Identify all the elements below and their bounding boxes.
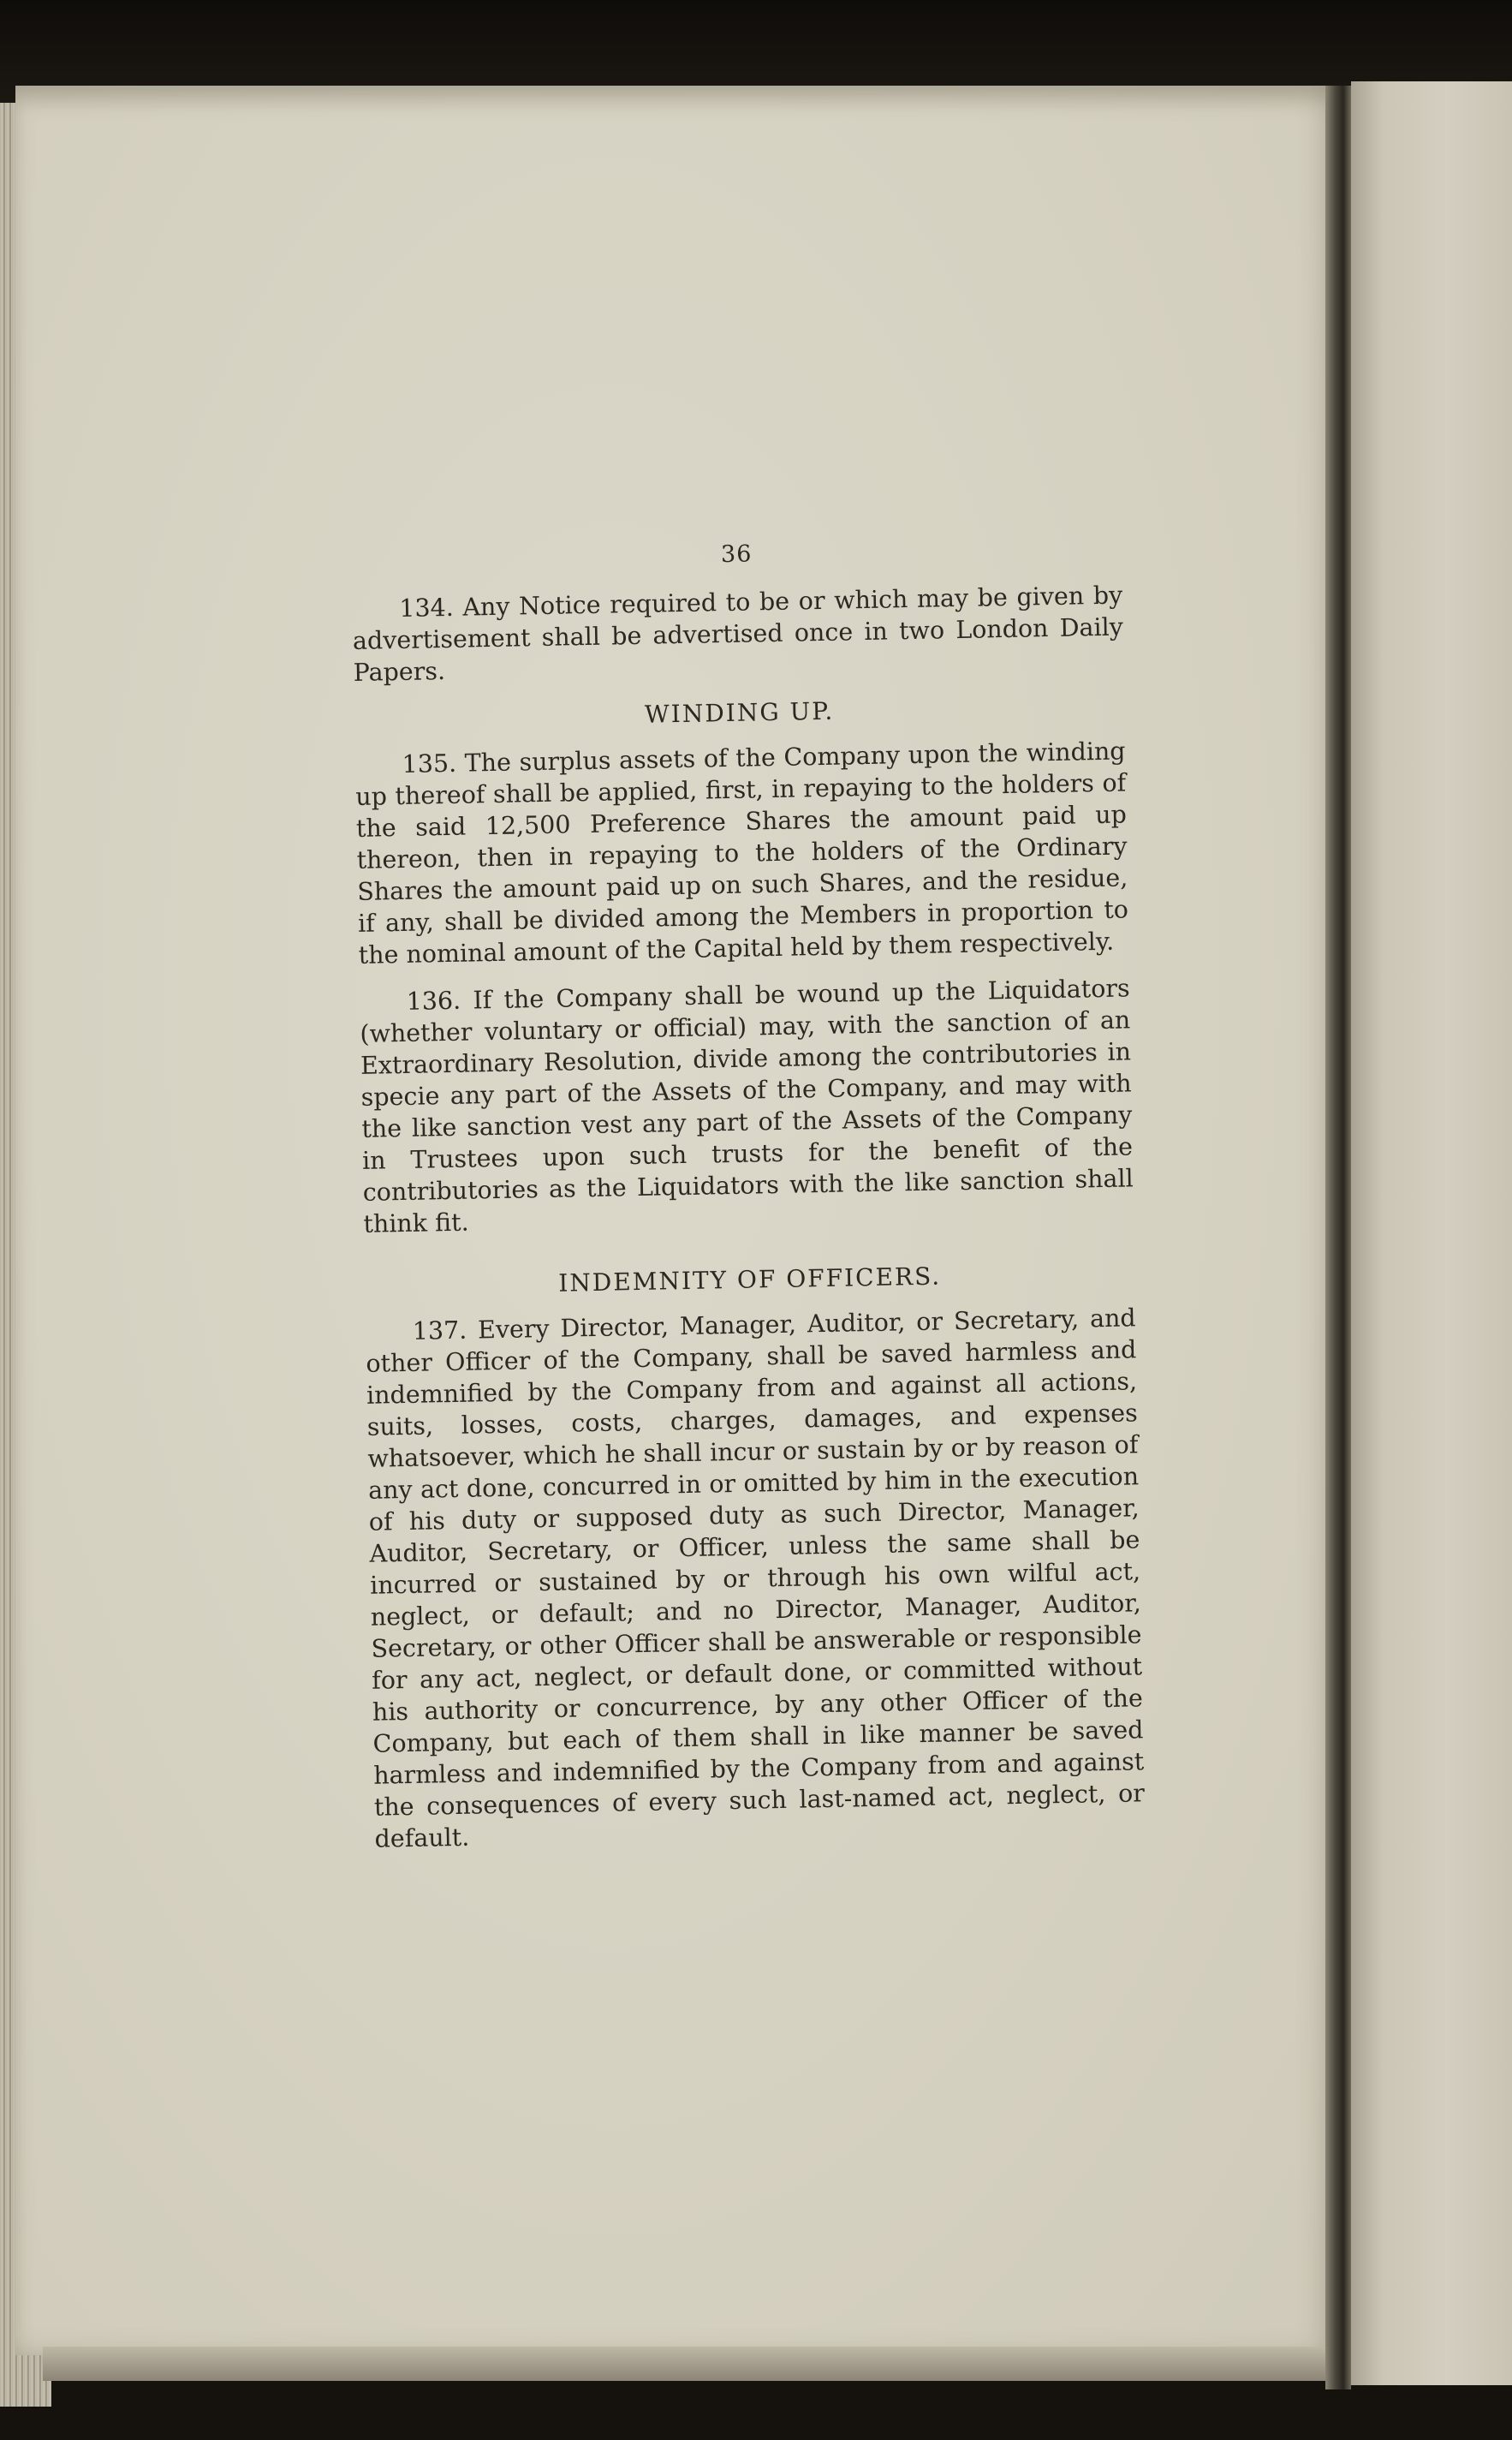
clause-135: 135. The surplus assets of the Company upon the winding up thereof shall be applied, first, in repaying to the holders of the said 12,500 Preference Shares the amount paid up thereon, then in repaying to the holders of the Ordinary Shares the amount paid up on such Shares, and the residue, if any, shall be divided among the Members in proportion to the nominal amount of the Capital held by them respectively. bbox=[355, 737, 1129, 969]
heading-winding-up: WINDING UP. bbox=[644, 696, 835, 729]
page-text bbox=[351, 534, 1146, 1855]
book-gutter bbox=[1325, 86, 1351, 2389]
page-number: 36 bbox=[720, 540, 753, 569]
clause-134: 134. Any Notice required to be or which may be given by advertisement shall be advertised once in two London Daily Papers. bbox=[352, 581, 1124, 687]
heading-indemnity-of-officers: INDEMNITY OF OFFICERS. bbox=[557, 1262, 942, 1298]
page-bottom-edge bbox=[43, 2347, 1353, 2381]
facing-page bbox=[1351, 81, 1512, 2385]
clause-136: 136. If the Company shall be wound up the Liquidators (whether voluntary or official) may, with the sanction of an Extraordinary Resolution, divide among the contributories in specie any part of the Assets of the Company, and may with the like sanction vest any part of the Assets of the Company in Trustees upon such trusts for the benefit of the contributories as the Liquidators with the like sanction shall think fit. bbox=[360, 974, 1134, 1238]
clause-137: 137. Every Director, Manager, Auditor, or Secretary, and other Officer of the Company, shall be saved harmless and indemnified by the Company from and against all actions, suits, losses, costs, charges, damages, and expenses whatsoever, which he shall incur or sustain by or by reason of any act done, concurred in or omitted by him in the execution of his duty or supposed duty as such Director, Manager, Auditor, Secretary, or Officer, unless the same shall be incurred or sustained by or through his own wilful act, neglect, or default; and no Director, Manager, Auditor, Secretary, or other Officer shall be answerable or responsible for any act, neglect, or default done, or committed without his authority or concurrence, by any other Officer of the Company, but each of them shall in like manner be saved harmless and indemnified by the Company from and against the consequences of every such last-named act, neglect, or default. bbox=[366, 1304, 1146, 1853]
